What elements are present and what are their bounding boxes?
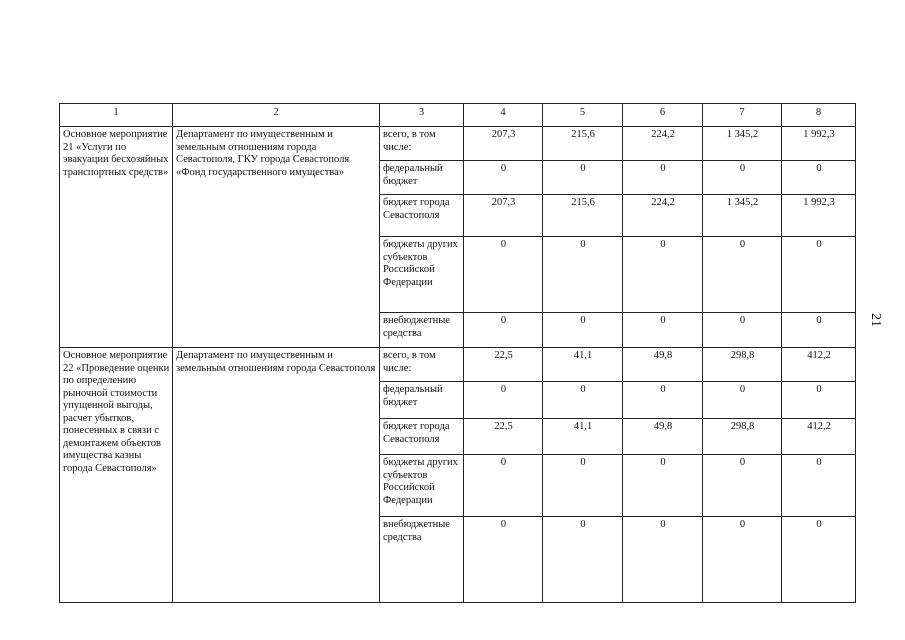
value-cell: 0 <box>782 382 856 419</box>
table-row <box>60 127 856 161</box>
value-cell: 0 <box>464 237 543 313</box>
value-cell: 412,2 <box>782 348 856 382</box>
value-cell: 0 <box>543 517 623 603</box>
value-cell: 0 <box>703 237 782 313</box>
page-number: 21 <box>868 313 883 327</box>
value-cell: 298,8 <box>703 348 782 382</box>
header-cell: 5 <box>543 104 623 127</box>
value-cell: 207,3 <box>464 127 543 161</box>
value-cell: 0 <box>782 517 856 603</box>
value-cell: 0 <box>703 517 782 603</box>
value-cell: 207,3 <box>464 195 543 237</box>
value-cell: 0 <box>543 237 623 313</box>
header-cell: 4 <box>464 104 543 127</box>
header-cell: 1 <box>60 104 173 127</box>
header-cell: 7 <box>703 104 782 127</box>
value-cell: 49,8 <box>623 419 703 455</box>
value-cell: 0 <box>703 161 782 195</box>
source-cell: всего, в том числе: <box>380 348 464 382</box>
value-cell: 224,2 <box>623 127 703 161</box>
source-cell: внебюджетные средства <box>380 517 464 603</box>
value-cell: 0 <box>623 455 703 517</box>
value-cell: 1 345,2 <box>703 195 782 237</box>
value-cell: 22,5 <box>464 348 543 382</box>
header-cell: 2 <box>173 104 380 127</box>
header-row <box>60 104 856 127</box>
value-cell: 0 <box>782 161 856 195</box>
value-cell: 0 <box>623 313 703 348</box>
source-cell: бюджет города Севастополя <box>380 195 464 237</box>
value-cell: 22,5 <box>464 419 543 455</box>
header-cell: 3 <box>380 104 464 127</box>
table-row <box>60 348 856 382</box>
source-cell: внебюджетные средства <box>380 313 464 348</box>
value-cell: 49,8 <box>623 348 703 382</box>
header-cell: 8 <box>782 104 856 127</box>
executor-cell: Департамент по имущественным и земельным отношениям города Севастополя, ГКУ города Севастополя «Фонд государственного имущества» <box>173 127 380 348</box>
activity-cell: Основное мероприятие 22 «Проведение оценки по определению рыночной стоимости упущенной выгоды, расчет убытков, понесенных в связи с демонтажем объектов имущества казны города Севастополя» <box>60 348 173 603</box>
source-cell: бюджет города Севастополя <box>380 419 464 455</box>
activity-cell: Основное мероприятие 21 «Услуги по эвакуации бесхозяйных транспортных средств» <box>60 127 173 348</box>
value-cell: 0 <box>543 455 623 517</box>
source-cell: всего, в том числе: <box>380 127 464 161</box>
value-cell: 0 <box>464 313 543 348</box>
source-cell: бюджеты других субъектов Российской Федерации <box>380 237 464 313</box>
value-cell: 0 <box>782 455 856 517</box>
value-cell: 298,8 <box>703 419 782 455</box>
value-cell: 0 <box>543 161 623 195</box>
value-cell: 0 <box>703 382 782 419</box>
value-cell: 0 <box>464 382 543 419</box>
source-cell: федеральный бюджет <box>380 382 464 419</box>
value-cell: 0 <box>623 517 703 603</box>
value-cell: 1 992,3 <box>782 127 856 161</box>
value-cell: 0 <box>623 161 703 195</box>
value-cell: 0 <box>543 313 623 348</box>
value-cell: 0 <box>543 382 623 419</box>
value-cell: 0 <box>464 517 543 603</box>
value-cell: 0 <box>703 455 782 517</box>
funding-table <box>59 103 856 603</box>
value-cell: 1 992,3 <box>782 195 856 237</box>
value-cell: 0 <box>703 313 782 348</box>
value-cell: 0 <box>464 455 543 517</box>
value-cell: 0 <box>623 237 703 313</box>
value-cell: 215,6 <box>543 127 623 161</box>
value-cell: 0 <box>464 161 543 195</box>
executor-cell: Департамент по имущественным и земельным отношениям города Севастополя <box>173 348 380 603</box>
source-cell: федеральный бюджет <box>380 161 464 195</box>
value-cell: 0 <box>782 313 856 348</box>
value-cell: 0 <box>782 237 856 313</box>
source-cell: бюджеты других субъектов Российской Федерации <box>380 455 464 517</box>
value-cell: 1 345,2 <box>703 127 782 161</box>
value-cell: 224,2 <box>623 195 703 237</box>
value-cell: 412,2 <box>782 419 856 455</box>
value-cell: 0 <box>623 382 703 419</box>
value-cell: 41,1 <box>543 348 623 382</box>
value-cell: 215,6 <box>543 195 623 237</box>
value-cell: 41,1 <box>543 419 623 455</box>
header-cell: 6 <box>623 104 703 127</box>
